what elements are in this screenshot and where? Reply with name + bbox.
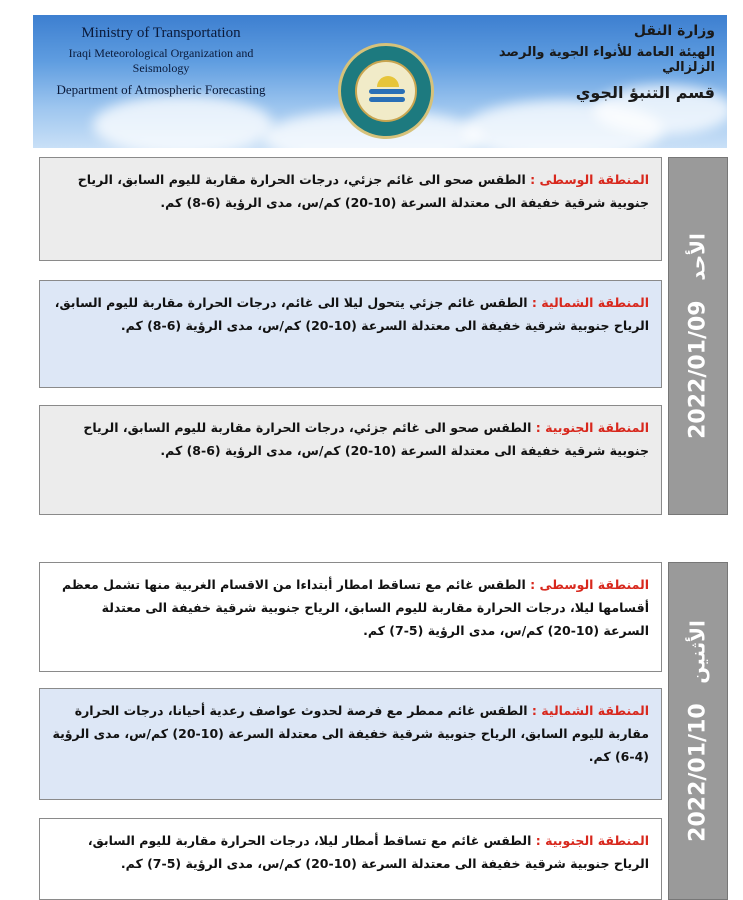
department-name-ar: قسم التنبؤ الجوي: [575, 83, 715, 102]
day-name: الأحد: [685, 233, 710, 281]
arabic-title: [455, 23, 715, 102]
forecast-central-day2: [39, 562, 662, 672]
day-name: الأثنين: [685, 620, 710, 684]
organization-name-en: Iraqi Meteorological Organization and Seismology: [68, 46, 254, 75]
forecast-south-day2: [39, 818, 662, 900]
date-bar-day1: [668, 157, 728, 515]
region-label: المنطقة الجنوبية :: [535, 420, 649, 435]
ministry-name-en: Ministry of Transportation: [81, 25, 241, 41]
forecast-south-day1: [39, 405, 662, 515]
ministry-name-ar: وزارة النقل: [633, 23, 715, 39]
cloud-decoration: [93, 95, 273, 148]
forecast-central-day1: [39, 157, 662, 261]
department-name-en: Department of Atmospheric Forecasting: [56, 82, 266, 97]
forecast-text: الطقس صحو الى غائم جزئي، درجات الحرارة مقاربة لليوم السابق، الرياح جنوبية شرقية خفيفة الى معتدلة السرعة (10-20) كم/س، مدى الرؤية (6-8) كم.: [83, 420, 649, 458]
forecast-text: الطقس غائم ممطر مع فرصة لحدوث عواصف رعدية أحيانا، درجات الحرارة مقاربة لليوم السابق، الرياح جنوبية شرقية خفيفة الى معتدلة السرعة (10-20) كم/س، مدى الرؤية (4-6) كم.: [52, 703, 649, 764]
region-label: المنطقة الوسطى :: [530, 577, 649, 592]
organization-name-ar: الهيئة العامة للأنواء الجوية والرصد الزلزالي: [498, 45, 715, 75]
date-bar-day2: [668, 562, 728, 900]
forecast-text: الطقس غائم جزئي يتحول ليلا الى غائم، درجات الحرارة مقاربة لليوم السابق، الرياح جنوبية شرقية خفيفة الى معتدلة السرعة (10-20) كم/س، مدى الرؤية (6-8) كم.: [54, 295, 649, 333]
forecast-text: الطقس غائم مع تساقط أمطار ليلا، درجات الحرارة مقاربة لليوم السابق، الرياح جنوبية شرقية خفيفة الى معتدلة السرعة (10-20) كم/س، مدى الرؤية (5-7) كم.: [87, 833, 649, 871]
region-label: المنطقة الشمالية :: [531, 295, 649, 310]
forecast-north-day2: [39, 688, 662, 800]
english-title: [41, 25, 281, 98]
forecast-north-day1: [39, 280, 662, 388]
region-label: المنطقة الوسطى :: [530, 172, 649, 187]
region-label: المنطقة الجنوبية :: [535, 833, 649, 848]
header-banner: [33, 15, 727, 148]
forecast-text: الطقس صحو الى غائم جزئي، درجات الحرارة مقاربة لليوم السابق، الرياح جنوبية شرقية خفيفة الى معتدلة السرعة (10-20) كم/س، مدى الرؤية (6-8) كم.: [77, 172, 649, 210]
region-label: المنطقة الشمالية :: [531, 703, 649, 718]
forecast-date: 2022/01/10: [685, 703, 711, 842]
organization-logo: [338, 43, 434, 139]
forecast-text: الطقس غائم مع تساقط امطار أبتداءا من الاقسام الغربية منها تشمل معظم أقسامها ليلا، درجات الحرارة مقاربة لليوم السابق، الرياح جنوبية شرقية خفيفة الى معتدلة السرعة (10-20) كم/س، مدى الرؤية (5-7) كم.: [62, 577, 649, 638]
logo-emblem-icon: [355, 60, 417, 122]
forecast-date: 2022/01/09: [685, 300, 711, 439]
